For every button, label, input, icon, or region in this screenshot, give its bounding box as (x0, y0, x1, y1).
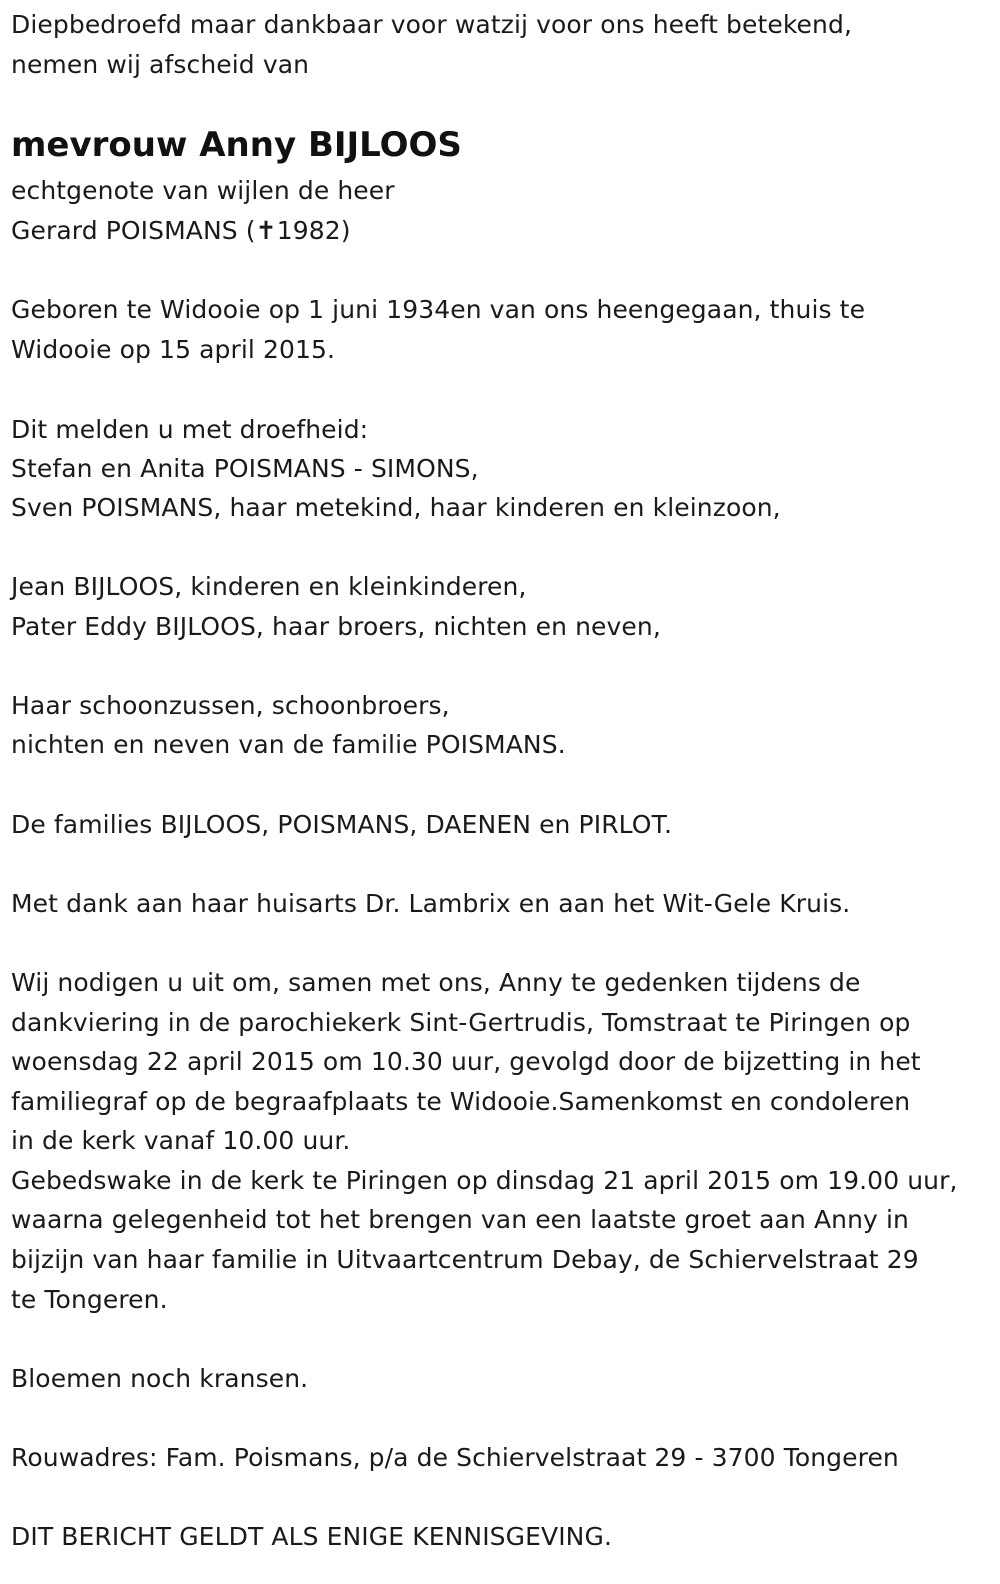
cross-icon: ✝ (255, 216, 277, 245)
intro-line-1: Diepbedroefd maar dankbaar voor watzij voor ons heeft betekend, (11, 10, 852, 39)
mourners-line: Pater Eddy BIJLOOS, haar broers, nichten en neven, (11, 612, 661, 641)
address-line: Rouwadres: Fam. Poismans, p/a de Schiervelstraat 29 - 3700 Tongeren (11, 1443, 899, 1472)
ceremony-line: Gebedswake in de kerk te Piringen op dinsdag 21 april 2015 om 19.00 uur, (11, 1166, 958, 1195)
ceremony-line: woensdag 22 april 2015 om 10.30 uur, gevolgd door de bijzetting in het (11, 1047, 921, 1076)
notice-line: DIT BERICHT GELDT ALS ENIGE KENNISGEVING. (11, 1522, 612, 1551)
mourners-intro: Dit melden u met droefheid: (11, 415, 369, 444)
families-line: De families BIJLOOS, POISMANS, DAENEN en PIRLOT. (11, 810, 673, 839)
spouse-name: Gerard POISMANS ( (11, 216, 256, 245)
ceremony-line: bijzijn van haar familie in Uitvaartcentrum Debay, de Schiervelstraat 29 (11, 1245, 919, 1274)
mourners-line: Stefan en Anita POISMANS - SIMONS, (11, 454, 479, 483)
thanks-line: Met dank aan haar huisarts Dr. Lambrix en aan het Wit-Gele Kruis. (11, 889, 851, 918)
ceremony-line: te Tongeren. (11, 1285, 168, 1314)
ceremony-line: in de kerk vanaf 10.00 uur. (11, 1126, 351, 1155)
ceremony-line: dankviering in de parochiekerk Sint-Gertrudis, Tomstraat te Piringen op (11, 1008, 911, 1037)
ceremony-line: familiegraf op de begraafplaats te Widooie.Samenkomst en condoleren (11, 1087, 911, 1116)
intro-line-2: nemen wij afscheid van (11, 50, 310, 79)
mourners-line: Sven POISMANS, haar metekind, haar kinderen en kleinzoon, (11, 493, 781, 522)
ceremony-line: waarna gelegenheid tot het brengen van een laatste groet aan Anny in (11, 1205, 909, 1234)
spouse-death-year: 1982) (276, 216, 351, 245)
mourners-line: Jean BIJLOOS, kinderen en kleinkinderen, (11, 572, 527, 601)
flowers-line: Bloemen noch kransen. (11, 1364, 309, 1393)
mourners-line: Haar schoonzussen, schoonbroers, (11, 691, 450, 720)
spouse-line-1: echtgenote van wijlen de heer (11, 176, 395, 205)
mourners-line: nichten en neven van de familie POISMANS. (11, 730, 566, 759)
birth-death-line-1: Geboren te Widooie op 1 juni 1934en van ons heengegaan, thuis te (11, 295, 866, 324)
birth-death-line-2: Widooie op 15 april 2015. (11, 335, 336, 364)
ceremony-line: Wij nodigen u uit om, samen met ons, Anny te gedenken tijdens de (11, 968, 861, 997)
deceased-name: mevrouw Anny BIJLOOS (11, 125, 462, 165)
spouse-line-2 (11, 211, 351, 251)
